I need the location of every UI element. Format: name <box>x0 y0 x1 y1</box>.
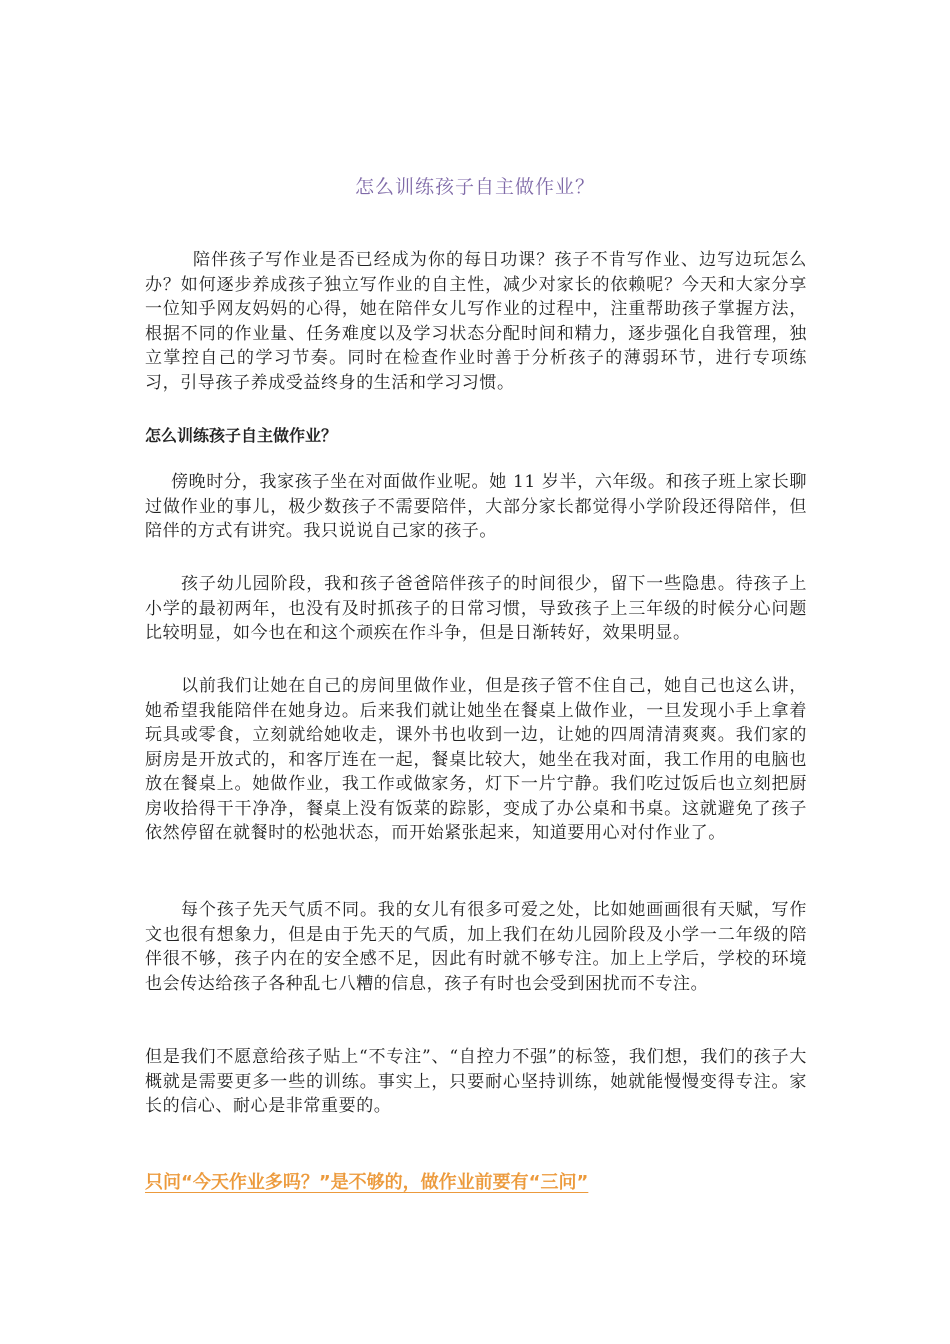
body-paragraph-3: 以前我们让她在自己的房间里做作业，但是孩子管不住自己，她自己也这么讲，她希望我能陪伴在她身边。后来我们就让她坐在餐桌上做作业，一旦发现小手上拿着玩具或零食，立刻就给她收走，课外书也收到一边，让她的四周清清爽爽。我们家的厨房是开放式的，和客厅连在一起，餐桌比较大，她坐在我对面，我工作用的电脑也放在餐桌上。她做作业，我工作或做家务，灯下一片宁静。我们吃过饭后也立刻把厨房收拾得干干净净，餐桌上没有饭菜的踪影，变成了办公桌和书桌。这就避免了孩子依然停留在就餐时的松弛状态，而开始紧张起来，知道要用心对付作业了。 <box>145 676 807 843</box>
document-title: 怎么训练孩子自主做作业？ <box>354 176 595 198</box>
body-paragraph-5: 但是我们不愿意给孩子贴上“不专注”、“自控力不强”的标签，我们想，我们的孩子大概就是需要更多一些的训练。事实上，只要耐心坚持训练，她就能慢慢变得专注。家长的信心、耐心是非常重要的。 <box>145 1047 807 1116</box>
intro-paragraph: 陪伴孩子写作业是否已经成为你的每日功课？孩子不肯写作业、边写边玩怎么办？如何逐步养成孩子独立写作业的自主性，减少对家长的依赖呢？今天和大家分享一位知乎网友妈妈的心得，她在陪伴女儿写作业的过程中，注重帮助孩子掌握方法，根据不同的作业量、任务难度以及学习状态分配时间和精力，逐步强化自我管理，独立掌控自己的学习节奏。同时在检查作业时善于分析孩子的薄弱环节，进行专项练习，引导孩子养成受益终身的生活和学习习惯。 <box>145 250 807 393</box>
body-paragraph-4: 每个孩子先天气质不同。我的女儿有很多可爱之处，比如她画画很有天赋，写作文也很有想象力，但是由于先天的气质，加上我们在幼儿园阶段及小学一二年级的陪伴很不够，孩子内在的安全感不足，因此有时就不够专注。加上上学后，学校的环境也会传达给孩子各种乱七八糟的信息，孩子有时也会受到困扰而不专注。 <box>145 900 807 994</box>
body-paragraph-1: 傍晚时分，我家孩子坐在对面做作业呢。她 11 岁半，六年级。和孩子班上家长聊过做作业的事儿，极少数孩子不需要陪伴，大部分家长都觉得小学阶段还得陪伴，但陪伴的方式有讲究。我只说说自己家的孩子。 <box>145 472 807 541</box>
body-paragraph-2: 孩子幼儿园阶段，我和孩子爸爸陪伴孩子的时间很少，留下一些隐患。待孩子上小学的最初两年，也没有及时抓孩子的日常习惯，导致孩子上三年级的时候分心问题比较明显，如今也在和这个顽疾在作斗争，但是日渐转好，效果明显。 <box>145 574 807 643</box>
section-heading: 怎么训练孩子自主做作业？ <box>145 426 338 445</box>
orange-subheading: 只问“今天作业多吗？”是不够的，做作业前要有“三问” <box>145 1172 589 1193</box>
